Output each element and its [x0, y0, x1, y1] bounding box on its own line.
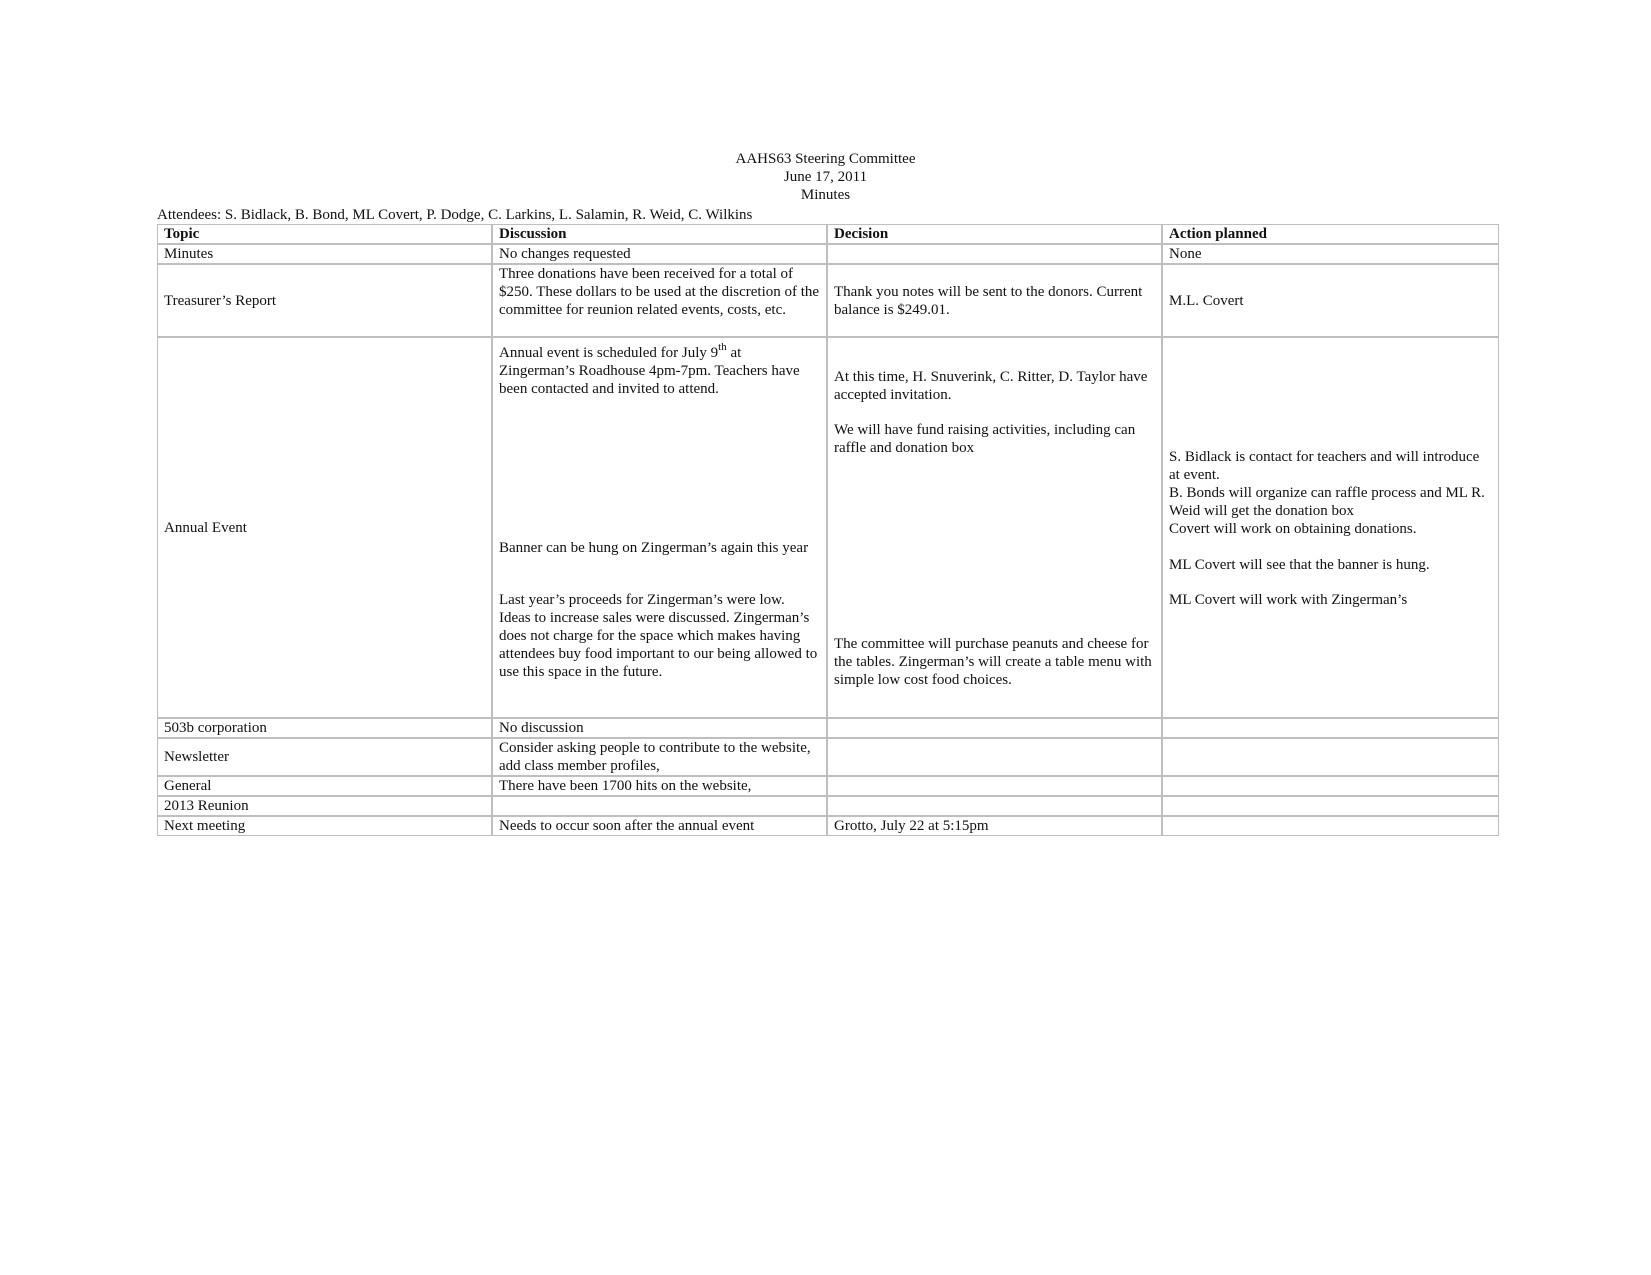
- discussion-text: at Zingerman’s Roadhouse 4pm-7pm. Teachers have been contacted and invited to attend.: [499, 345, 800, 397]
- action-cell: [1162, 337, 1499, 718]
- discussion-paragraph: Last year’s proceeds for Zingerman’s were low. Ideas to increase sales were discussed. Zingerman’s does not charge for the space which makes having attendees buy food important to our being allowed to use this space in the future.: [499, 592, 818, 680]
- decision-cell: Thank you notes will be sent to the donors. Current balance is $249.01.: [827, 264, 1162, 337]
- column-header-discussion: Discussion: [492, 224, 827, 244]
- action-cell: M.L. Covert: [1162, 264, 1499, 337]
- decision-cell: [827, 776, 1162, 796]
- discussion-text: Annual event is scheduled for July 9: [499, 345, 719, 361]
- table-row-next-meeting: [157, 816, 1499, 836]
- action-cell: [1162, 738, 1499, 776]
- action-cell: [1162, 796, 1499, 816]
- discussion-cell: Needs to occur soon after the annual event: [492, 816, 827, 836]
- discussion-cell: No discussion: [492, 718, 827, 738]
- topic-cell: General: [157, 776, 492, 796]
- action-cell: None: [1162, 244, 1499, 264]
- decision-paragraph: The committee will purchase peanuts and cheese for the tables. Zingerman’s will create a table menu with simple low cost food choices.: [834, 636, 1152, 688]
- decision-cell: [827, 738, 1162, 776]
- discussion-cell: Three donations have been received for a total of $250. These dollars to be used at the discretion of the committee for reunion related events, costs, etc.: [492, 264, 827, 337]
- table-row-reunion: [157, 796, 1499, 816]
- topic-cell: Newsletter: [157, 738, 492, 776]
- topic-cell: Treasurer’s Report: [157, 264, 492, 337]
- topic-cell: 503b corporation: [157, 718, 492, 738]
- discussion-cell: [492, 337, 827, 718]
- table-row-annual-event: [157, 337, 1499, 718]
- action-paragraph: ML Covert will see that the banner is hung.: [1169, 557, 1430, 573]
- attendees-line: Attendees: S. Bidlack, B. Bond, ML Covert, P. Dodge, C. Larkins, L. Salamin, R. Weid, C. Wilkins: [157, 207, 753, 223]
- action-paragraph: B. Bonds will organize can raffle process and ML R. Weid will get the donation box: [1169, 485, 1485, 519]
- decision-cell: [827, 244, 1162, 264]
- action-cell: [1162, 718, 1499, 738]
- table-row-minutes: [157, 244, 1499, 264]
- topic-cell: 2013 Reunion: [157, 796, 492, 816]
- minutes-table: [157, 224, 1499, 836]
- topic-cell: Annual Event: [157, 337, 492, 718]
- discussion-cell: [492, 796, 827, 816]
- committee-title: AAHS63 Steering Committee: [735, 151, 916, 167]
- column-header-action: Action planned: [1162, 224, 1499, 244]
- decision-cell: [827, 796, 1162, 816]
- column-header-decision: Decision: [827, 224, 1162, 244]
- table-row-corporation: [157, 718, 1499, 738]
- discussion-paragraph: [499, 341, 820, 398]
- meeting-date: June 17, 2011: [783, 169, 868, 185]
- decision-cell: [827, 718, 1162, 738]
- action-cell: [1162, 776, 1499, 796]
- table-row-general: [157, 776, 1499, 796]
- discussion-cell: No changes requested: [492, 244, 827, 264]
- column-header-topic: Topic: [157, 224, 492, 244]
- document-type: Minutes: [800, 187, 851, 203]
- decision-paragraph: At this time, H. Snuverink, C. Ritter, D. Taylor have accepted invitation.: [834, 369, 1148, 403]
- action-paragraph: Covert will work on obtaining donations.: [1169, 521, 1417, 537]
- decision-cell: [827, 337, 1162, 718]
- decision-cell: Grotto, July 22 at 5:15pm: [827, 816, 1162, 836]
- action-cell: [1162, 816, 1499, 836]
- topic-cell: Next meeting: [157, 816, 492, 836]
- discussion-cell: There have been 1700 hits on the website,: [492, 776, 827, 796]
- topic-cell: Minutes: [157, 244, 492, 264]
- discussion-paragraph: Banner can be hung on Zingerman’s again this year: [499, 540, 809, 556]
- table-row-treasurer: [157, 264, 1499, 337]
- discussion-cell: Consider asking people to contribute to the website, add class member profiles,: [492, 738, 827, 776]
- table-row-newsletter: [157, 738, 1499, 776]
- document-header: [0, 150, 1651, 204]
- action-paragraph: ML Covert will work with Zingerman’s: [1169, 592, 1408, 608]
- table-header-row: [157, 224, 1499, 244]
- ordinal-suffix: th: [718, 341, 727, 353]
- decision-paragraph: We will have fund raising activities, including can raffle and donation box: [834, 422, 1136, 456]
- action-paragraph: S. Bidlack is contact for teachers and will introduce at event.: [1169, 449, 1480, 483]
